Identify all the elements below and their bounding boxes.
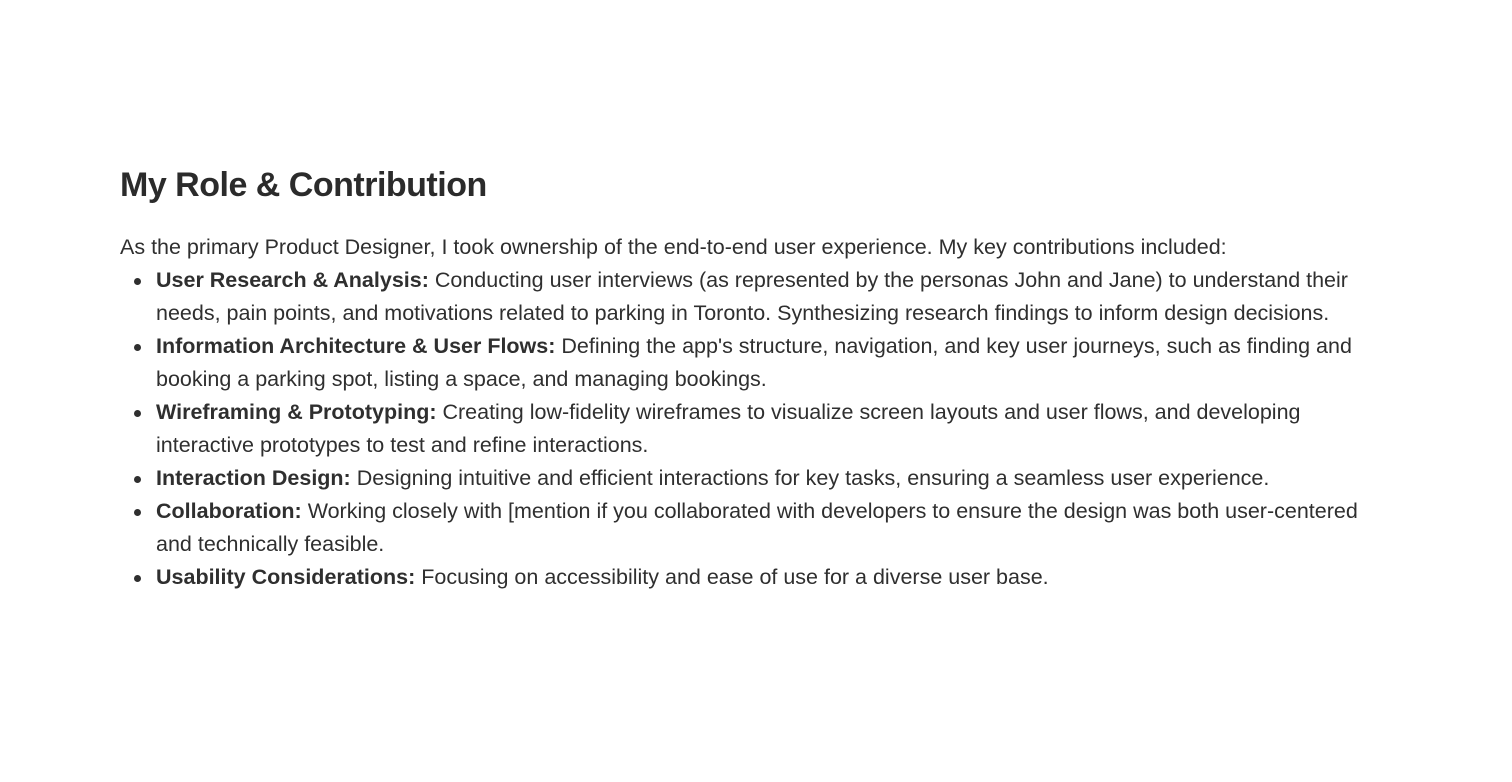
- item-text: Working closely with [mention if you collaborated with developers to ensure the design was both user-centered and technically feasible.: [156, 499, 1358, 556]
- bullet-icon: [134, 476, 141, 483]
- list-item: [156, 330, 1392, 396]
- role-contribution-section: [120, 160, 1392, 594]
- item-label: User Research & Analysis:: [156, 268, 429, 292]
- list-item: [156, 561, 1392, 594]
- list-item: [156, 462, 1392, 495]
- item-label: Wireframing & Prototyping:: [156, 400, 437, 424]
- bullet-icon: [134, 278, 141, 285]
- item-text: Creating low-fidelity wireframes to visualize screen layouts and user flows, and developing interactive prototypes to test and refine interactions.: [156, 400, 1301, 457]
- item-label: Interaction Design:: [156, 466, 351, 490]
- bullet-icon: [134, 344, 141, 351]
- item-label: Information Architecture & User Flows:: [156, 334, 556, 358]
- item-text: Defining the app's structure, navigation, and key user journeys, such as finding and booking a parking spot, listing a space, and managing bookings.: [156, 334, 1352, 391]
- section-title: My Role & Contribution: [120, 166, 487, 204]
- bullet-icon: [134, 509, 141, 516]
- list-item: [156, 264, 1392, 330]
- item-text: Focusing on accessibility and ease of use for a diverse user base.: [415, 565, 1049, 589]
- intro-paragraph: As the primary Product Designer, I took ownership of the end-to-end user experience. My key contributions included:: [120, 235, 1227, 259]
- bullet-icon: [134, 410, 141, 417]
- contribution-list: [120, 264, 1392, 594]
- list-item: [156, 396, 1392, 462]
- item-label: Usability Considerations:: [156, 565, 416, 589]
- list-item: [156, 495, 1392, 561]
- item-text: Designing intuitive and efficient interactions for key tasks, ensuring a seamless user experience.: [350, 466, 1270, 490]
- bullet-icon: [134, 575, 141, 582]
- item-label: Collaboration:: [156, 499, 302, 523]
- item-text: Conducting user interviews (as represented by the personas John and Jane) to understand their needs, pain points, and motivations related to parking in Toronto. Synthesizing research findings to inform design decisions.: [156, 268, 1348, 325]
